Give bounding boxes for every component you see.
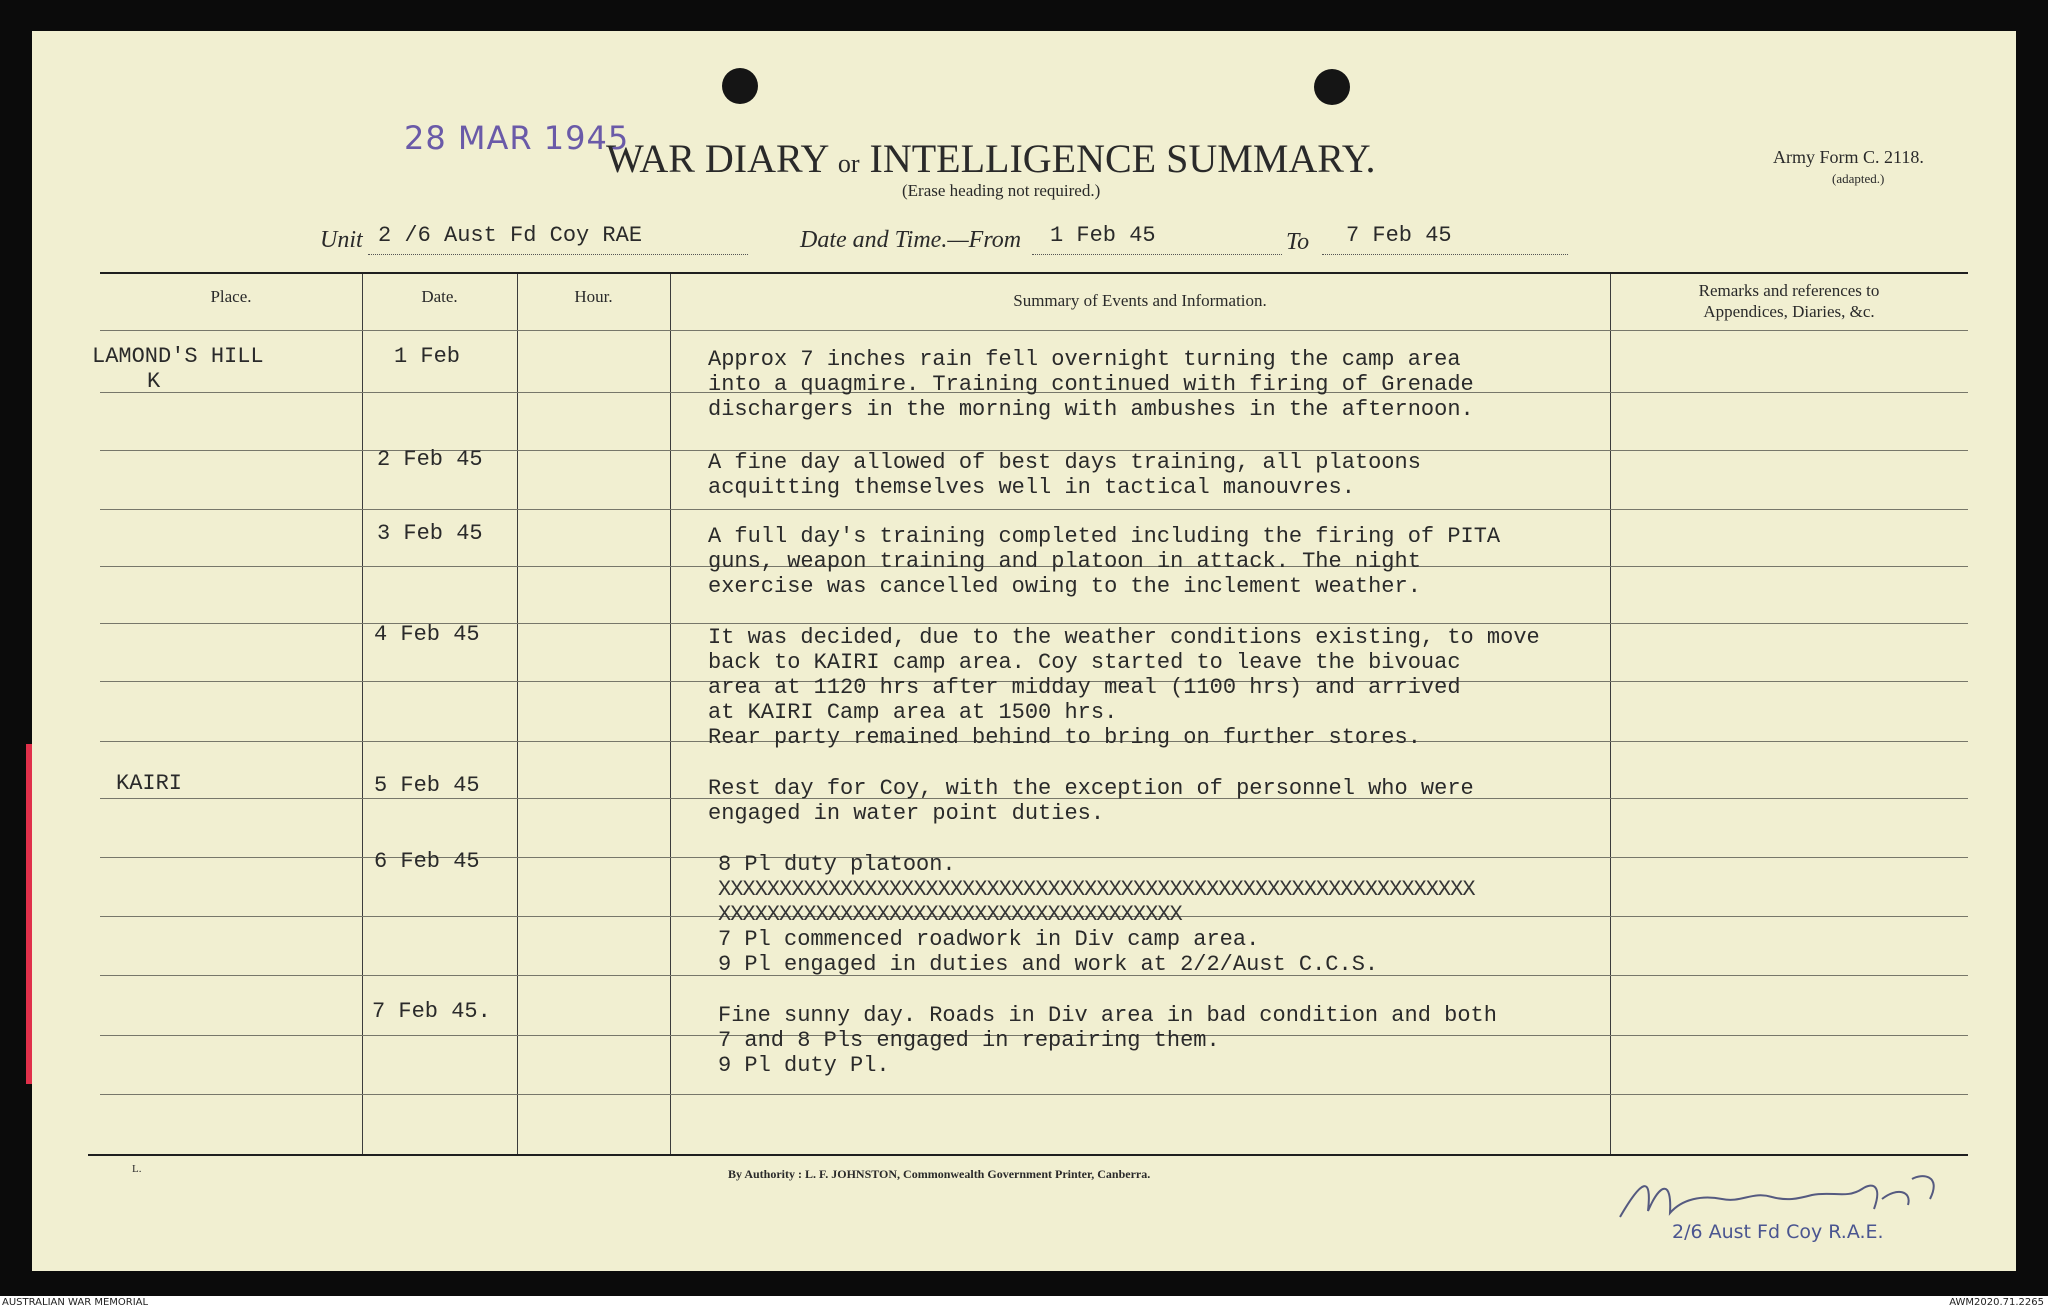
summary-line: Rest day for Coy, with the exception of personnel who were <box>708 776 1474 801</box>
title-subtitle: (Erase heading not required.) <box>902 181 1101 200</box>
printer-authority: By Authority : L. F. JOHNSTON, Commonwealth Government Printer, Canberra. <box>728 1167 1151 1181</box>
header-rule <box>100 330 1968 331</box>
place-lamonds-hill-mark: K <box>147 369 161 394</box>
struck-out-line: XXXXXXXXXXXXXXXXXXXXXXXXXXXXXXXXXXXXXXXXXXXXXXXXXXXXXXXXXXXXXX <box>718 877 1475 902</box>
summary-line: Rear party remained behind to bring on further stores. <box>708 725 1421 750</box>
summary-entry <box>708 776 1688 826</box>
entry-date: 2 Feb 45 <box>377 447 483 472</box>
date-time-label: Date and Time.—From <box>800 227 1022 253</box>
column-header-summary: Summary of Events and Information. <box>1013 291 1267 310</box>
summary-line: area at 1120 hrs after midday meal (1100 hrs) and arrived <box>708 675 1461 700</box>
struck-out-line: XXXXXXXXXXXXXXXXXXXXXXXXXXXXXXXXXXXXXX <box>718 902 1182 927</box>
summary-entry <box>708 347 1688 422</box>
unit-dotted-line <box>368 254 748 255</box>
column-divider-place-date <box>362 274 363 1154</box>
entry-date: 5 Feb 45 <box>374 773 480 798</box>
summary-entry <box>708 450 1688 500</box>
column-header-remarks-2: Appendices, Diaries, &c. <box>1703 302 1875 321</box>
unit-value: 2 /6 Aust Fd Coy RAE <box>378 223 643 248</box>
from-dotted-line <box>1032 254 1282 255</box>
date-to-label: To <box>1286 229 1310 255</box>
entry-date: 1 Feb <box>394 344 461 369</box>
war-diary-form <box>32 31 2016 1271</box>
archive-reference: AWM2020.71.2265 <box>1949 1297 2044 1308</box>
punch-hole-left <box>722 68 758 104</box>
summary-line: back to KAIRI camp area. Coy started to leave the bivouac <box>708 650 1461 675</box>
summary-entry <box>708 625 1688 750</box>
officer-signature <box>1612 1169 1972 1229</box>
date-from-value: 1 Feb 45 <box>1050 223 1156 248</box>
column-header-remarks-1: Remarks and references to <box>1698 281 1880 300</box>
ruled-line <box>100 509 1968 510</box>
column-header-date: Date. <box>421 287 458 306</box>
summary-line: A full day's training completed including the firing of PITA <box>708 524 1501 549</box>
summary-line: at KAIRI Camp area at 1500 hrs. <box>708 700 1118 725</box>
entry-date: 6 Feb 45 <box>374 849 480 874</box>
form-letter: L. <box>132 1163 142 1175</box>
summary-entry <box>708 524 1688 599</box>
entry-date: 4 Feb 45 <box>374 622 480 647</box>
column-divider-hour-summary <box>670 274 671 1154</box>
received-date-stamp: 28 MAR 1945 <box>404 119 630 157</box>
column-divider-date-hour <box>517 274 518 1154</box>
to-dotted-line <box>1322 254 1568 255</box>
column-header-place: Place. <box>210 287 252 306</box>
summary-line: Approx 7 inches rain fell overnight turning the camp area <box>708 347 1461 372</box>
summary-line: dischargers in the morning with ambushes in the afternoon. <box>708 397 1474 422</box>
summary-line: 7 and 8 Pls engaged in repairing them. <box>718 1028 1220 1053</box>
summary-line: A fine day allowed of best days training, all platoons <box>708 450 1421 475</box>
title-intelligence-summary: INTELLIGENCE SUMMARY. <box>869 136 1376 181</box>
ruled-line <box>100 1094 1968 1095</box>
table-bottom-border <box>88 1154 1968 1156</box>
form-title <box>606 135 1375 182</box>
summary-line: 7 Pl commenced roadwork in Div camp area. <box>718 927 1260 952</box>
summary-line: It was decided, due to the weather conditions existing, to move <box>708 625 1540 650</box>
title-war-diary: WAR DIARY <box>606 136 828 181</box>
archive-name: AUSTRALIAN WAR MEMORIAL <box>2 1297 149 1308</box>
date-to-value: 7 Feb 45 <box>1346 223 1452 248</box>
entry-date: 7 Feb 45. <box>372 999 491 1024</box>
summary-line: 8 Pl duty platoon. <box>718 852 956 877</box>
summary-line: into a quagmire. Training continued with firing of Grenade <box>708 372 1474 397</box>
punch-hole-right <box>1314 69 1350 105</box>
summary-line: Fine sunny day. Roads in Div area in bad condition and both <box>718 1003 1497 1028</box>
summary-line: exercise was cancelled owing to the inclement weather. <box>708 574 1421 599</box>
summary-line: 9 Pl duty Pl. <box>718 1053 890 1078</box>
place-kairi: KAIRI <box>116 771 183 796</box>
title-or: or <box>837 149 860 178</box>
column-header-hour: Hour. <box>574 287 613 306</box>
archive-caption-bar <box>0 1296 2048 1310</box>
entry-date: 3 Feb 45 <box>377 521 483 546</box>
summary-entry <box>718 1003 1698 1078</box>
army-form-number: Army Form C. 2118. <box>1773 147 1924 167</box>
summary-line: 9 Pl engaged in duties and work at 2/2/Aust C.C.S. <box>718 952 1379 977</box>
summary-entry <box>718 852 1698 977</box>
unit-label: Unit <box>320 227 363 253</box>
unit-stamp: 2/6 Aust Fd Coy R.A.E. <box>1672 1221 1884 1243</box>
place-lamonds-hill: LAMOND'S HILL <box>92 344 264 369</box>
summary-line: acquitting themselves well in tactical manouvres. <box>708 475 1355 500</box>
summary-line: engaged in water point duties. <box>708 801 1105 826</box>
table-top-border <box>100 272 1968 274</box>
army-form-adapted: (adapted.) <box>1832 171 1885 186</box>
summary-line: guns, weapon training and platoon in attack. The night <box>708 549 1421 574</box>
